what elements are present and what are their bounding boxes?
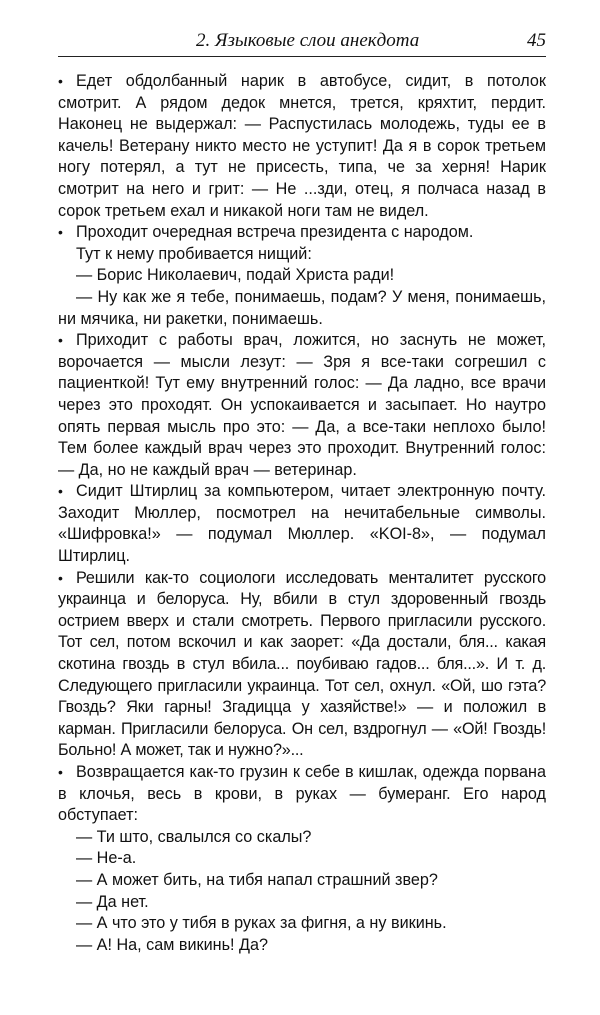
running-header — [58, 20, 546, 57]
joke-1 — [58, 71, 546, 222]
joke-text: Проходит очередная встреча президента с народом. — [76, 223, 474, 242]
joke-text: Возвращается как-то грузин к себе в кишлак, одежда порвана в клочья, весь в крови, в руках — бумеранг. Его народ обступает: — [58, 763, 546, 825]
joke-3 — [58, 330, 546, 481]
joke-text: Решили как-то социологи исследовать менталитет русского украинца и белоруса. Ну, вбили в стул здоровенный гвоздь острием вверх и стали смотреть. Первого пригласили русского. Тот сел, потом вскочил и как заорет: «Да достали, бля... какая скотина гвоздь в стул вбила... поубиваю гадов... бля...». И т. д. Следующего пригласили украинца. Тот сел, охнул. «Ой, шо гэта? Гвоздь? Яки гарны! Згадицца у хазяйстве!» — и положил в карман. Пригласили белоруса. Он сел, вздрогнул — «Ой! Гвоздь! Больно! А может, так и нужно?»... — [58, 568, 546, 760]
joke-4 — [58, 481, 546, 567]
joke-line: — А может бить, на тибя напал страшний звер? — [76, 870, 438, 889]
joke-6 — [58, 762, 546, 827]
joke-line: — Борис Николаевич, подай Христа ради! — [76, 266, 395, 285]
bullet-icon: • — [58, 569, 63, 586]
book-page — [58, 20, 546, 1000]
bullet-icon: • — [58, 73, 63, 89]
joke-line: — Ну как же я тебе, понимаешь, подам? У меня, понимаешь, ни мячика, ни ракетки, понимаешь. — [58, 287, 546, 328]
joke-text: Сидит Штирлиц за компьютером, читает электронную почту. Заходит Мюллер, посмотрел на нечитабельные символы. «Шифровка!» — подумал Мюллер. «KOI-8», — подумал Штирлиц. — [58, 482, 546, 566]
joke-line: — Не-а. — [76, 849, 137, 868]
bullet-icon: • — [58, 764, 63, 780]
bullet-icon: • — [58, 332, 63, 349]
page-content — [58, 71, 546, 956]
chapter-title: 2. Языковые слои анекдота — [196, 30, 420, 51]
joke-line: — А! На, сам викинь! Да? — [76, 935, 268, 954]
joke-line: Тут к нему пробивается нищий: — [76, 244, 312, 263]
joke-line: — Ти што, свалылся со скалы? — [76, 827, 312, 846]
joke-text: Едет обдолбанный нарик в автобусе, сидит, в потолок смотрит. А рядом дедок мнется, трется, кряхтит, пердит. Наконец не выдержал: — Распустилась молодежь, туды ее в качель! Ветерану никто место не уступит! Да я в сорок третьем ногу потерял, а тут не присесть, типа, че за херня! Нарик смотрит на него и грит: — Не ...зди, отец, я полчаса назад в сорок третьем ехал и никакой ноги там не видел. — [58, 72, 546, 220]
joke-text: Приходит с работы врач, ложится, но заснуть не может, ворочается — мысли лезут: — Зря я все-таки согрешил с пациенткой! Тут ему внутренний голос: — Да ладно, все врачи через это проходят. Он успокаивается и засыпает. Но наутро опять первая мысль про это: — Да, а все-таки неплохо было! Тем более каждый врач через это проходит. Внутренний голос: — Да, но не каждый врач — ветеринар. — [58, 331, 546, 479]
joke-line: — Да нет. — [76, 892, 149, 911]
joke-line: — А что это у тибя в руках за фигня, а ну викинь. — [76, 914, 447, 933]
joke-5 — [58, 568, 546, 762]
bullet-icon: • — [58, 483, 63, 500]
joke-2 — [58, 222, 546, 244]
bullet-icon: • — [58, 224, 63, 241]
page-number: 45 — [527, 30, 546, 51]
